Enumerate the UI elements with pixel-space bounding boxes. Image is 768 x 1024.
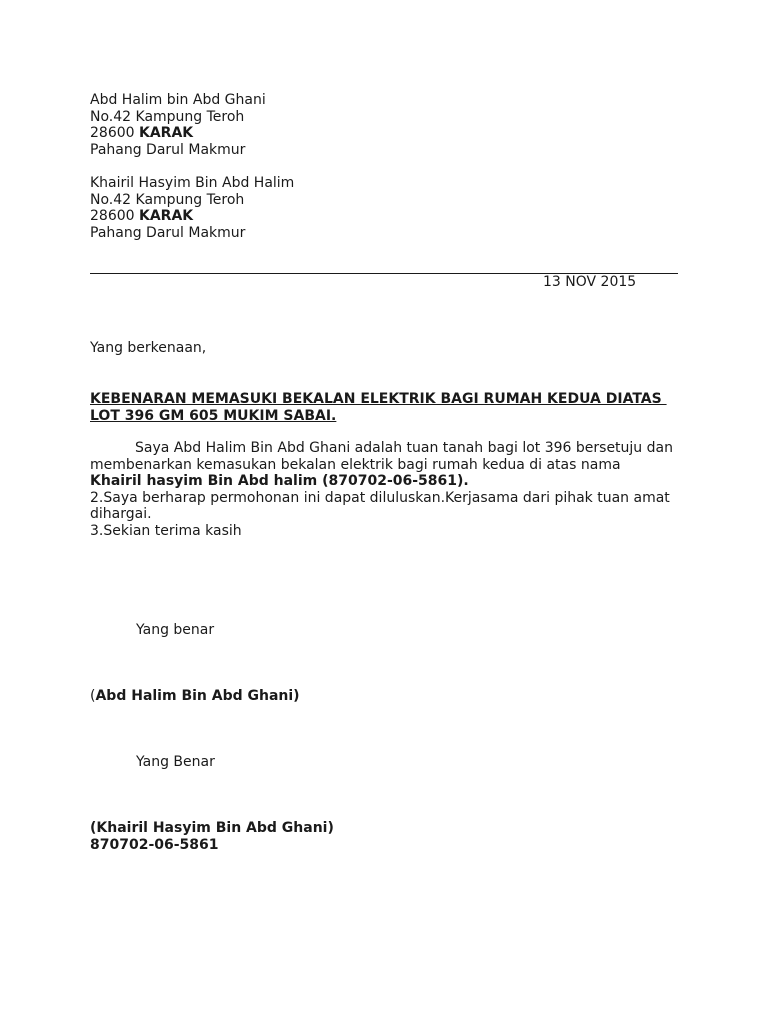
body-paragraph-1-beneficiary: Khairil hasyim Bin Abd halim (870702-06-5861). bbox=[90, 473, 469, 490]
signatory-2-ic-number: 870702-06-5861 bbox=[90, 836, 219, 853]
body-paragraph-1-text: Saya Abd Halim Bin Abd Ghani adalah tuan tanah bagi lot 396 bersetuju dan membenarkan kemasukan bekalan elektrik bagi rumah kedua di atas nama bbox=[90, 440, 673, 473]
signatory-1-name: Abd Halim Bin Abd Ghani) bbox=[95, 688, 300, 704]
sender-street: No.42 Kampung Teroh bbox=[90, 108, 245, 125]
sender-postcode: 28600 bbox=[90, 125, 135, 142]
sender-address bbox=[90, 92, 266, 158]
recipient-name: Khairil Hasyim Bin Abd Halim bbox=[90, 175, 295, 191]
subject-line-1: KEBENARAN MEMASUKI BEKALAN ELEKTRIK BAGI RUMAH KEDUA DIATAS bbox=[90, 391, 667, 407]
signatory-2-name: (Khairil Hasyim Bin Abd Ghani) bbox=[90, 820, 334, 836]
salutation: Yang berkenaan, bbox=[90, 340, 207, 356]
letter-body bbox=[90, 440, 675, 540]
body-paragraph-2: 2.Saya berharap permohonan ini dapat diluluskan.Kerjasama dari pihak tuan amat dihargai. bbox=[90, 489, 670, 523]
sender-postcode-city bbox=[90, 125, 266, 142]
recipient-state: Pahang Darul Makmur bbox=[90, 224, 246, 241]
recipient-address bbox=[90, 175, 294, 241]
closing-2: Yang Benar bbox=[136, 754, 215, 770]
sender-name: Abd Halim bin Abd Ghani bbox=[90, 92, 266, 108]
recipient-street: No.42 Kampung Teroh bbox=[90, 191, 245, 208]
letter-date: 13 NOV 2015 bbox=[543, 274, 637, 290]
recipient-postcode: 28600 bbox=[90, 208, 135, 225]
recipient-city: KARAK bbox=[139, 208, 194, 225]
body-paragraph-1 bbox=[90, 440, 675, 490]
subject-heading bbox=[90, 391, 667, 424]
body-paragraph-3: 3.Sekian terima kasih bbox=[90, 522, 242, 539]
signatory-1-open-paren: ( bbox=[90, 688, 96, 704]
sender-state: Pahang Darul Makmur bbox=[90, 141, 246, 158]
recipient-postcode-city bbox=[90, 208, 294, 225]
signatory-2 bbox=[90, 820, 334, 853]
closing-1: Yang benar bbox=[136, 622, 215, 638]
signatory-1 bbox=[90, 688, 300, 705]
sender-city: KARAK bbox=[139, 125, 194, 142]
subject-line-2: LOT 396 GM 605 MUKIM SABAI. bbox=[90, 407, 337, 424]
